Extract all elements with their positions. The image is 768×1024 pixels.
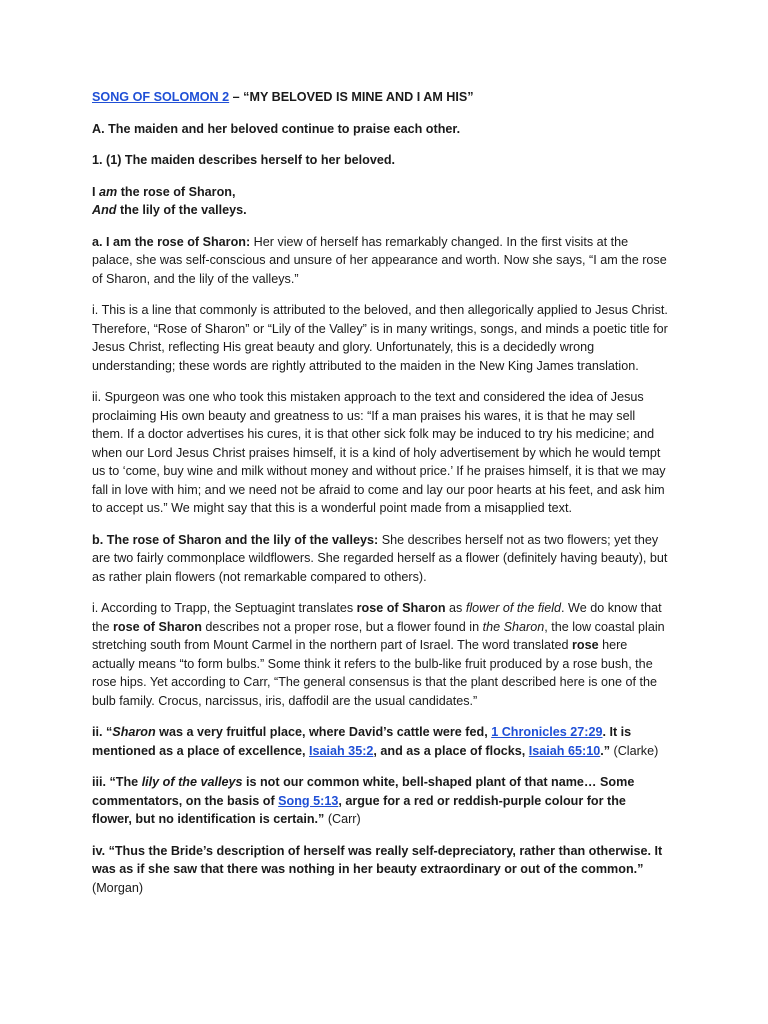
text-run: i. According to Trapp, the Septuagint translates bbox=[92, 601, 357, 615]
scripture-link-song-5[interactable]: Song 5:13 bbox=[278, 793, 339, 808]
paragraph-b-i bbox=[92, 599, 668, 710]
scripture-verse bbox=[92, 183, 668, 220]
paragraph-a-i: i. This is a line that commonly is attributed to the beloved, and then allegorically applied to Jesus Christ. Therefore, “Rose of Sharon” or “Lily of the Valley” is in many writings, songs, and minds a poetic title for Jesus Christ, reflecting His great beauty and glory. Unfortunately, this is a decidedly wrong understanding; these words are rightly attributed to the maiden in the New King James translation. bbox=[92, 303, 668, 373]
bold-term: rose of Sharon bbox=[356, 601, 446, 615]
italic-term: flower of the field bbox=[465, 601, 562, 615]
citation: (Clarke) bbox=[613, 743, 659, 758]
text-run: iv. “Thus the Bride’s description of herself was really self-depreciatory, rather than otherwise. It was as if she saw that there was nothing in her beauty extraordinary or out of the common.” bbox=[92, 843, 663, 876]
italic-term: the Sharon bbox=[482, 619, 545, 634]
heading-title: – “MY BELOVED IS MINE AND I AM HIS” bbox=[229, 90, 474, 104]
paragraph-b-iv bbox=[92, 842, 668, 898]
bold-term: rose of Sharon bbox=[113, 619, 202, 634]
text-run: was a very fruitful place, where David’s cattle were fed, bbox=[155, 725, 492, 739]
chapter-link[interactable]: SONG OF SOLOMON 2 bbox=[92, 90, 230, 104]
text-run: as bbox=[445, 601, 466, 615]
paragraph-lead: a. I am the rose of Sharon: bbox=[92, 234, 251, 249]
point-1-heading: 1. (1) The maiden describes herself to her beloved. bbox=[92, 153, 396, 167]
page-heading bbox=[92, 88, 668, 107]
paragraph-body: She describes herself not as two flowers; yet they are two fairly commonplace wildflowers. She regarded herself as a flower (definitely having beauty), but as rather plain flowers (not remarkable compared to others). bbox=[92, 532, 668, 584]
paragraph-b-iii bbox=[92, 773, 668, 829]
text-run: .” bbox=[600, 743, 614, 758]
paragraph-body: Her view of herself has remarkably changed. In the first visits at the palace, she was self-conscious and unsure of her appearance and worth. Now she says, “I am the rose of Sharon, and the lily of the valleys.” bbox=[92, 234, 667, 286]
text-run: iii. “The bbox=[92, 775, 142, 789]
bold-term: rose bbox=[571, 638, 599, 652]
italic-term: Sharon bbox=[112, 725, 156, 739]
citation: (Carr) bbox=[327, 812, 361, 826]
text-run: , argue for a red or reddish-purple colour for the flower, but no identification is certain.” bbox=[92, 793, 626, 826]
verse-text: I bbox=[92, 184, 99, 199]
section-a-heading: A. The maiden and her beloved continue to praise each other. bbox=[92, 121, 461, 136]
text-run: , the low coastal plain stretching south from Mount Carmel in the northern part of Israel. The word translated bbox=[92, 619, 665, 652]
verse-text: the lily of the valleys. bbox=[116, 203, 247, 217]
verse-italic: am bbox=[99, 184, 118, 199]
text-run: here actually means “to form bulbs.” Some think it refers to the bulb-like fruit produced by a rose bush, the rose hips. Yet according to Carr, “The general consensus is that the plant described here is one of the bulb family. Crocus, narcissus, iris, daffodil are the usual candidates.” bbox=[92, 638, 657, 708]
scripture-link-isaiah-35[interactable]: Isaiah 35:2 bbox=[308, 743, 374, 758]
text-run: , and as a place of flocks, bbox=[373, 743, 529, 758]
paragraph-a bbox=[92, 233, 668, 289]
text-run: . It is mentioned as a place of excellence, bbox=[92, 725, 632, 758]
paragraph-lead: b. The rose of Sharon and the lily of the valleys: bbox=[92, 532, 379, 547]
paragraph-b-ii bbox=[92, 723, 668, 760]
paragraph-a-ii: ii. Spurgeon was one who took this mistaken approach to the text and considered the idea of Jesus proclaiming His own beauty and greatness to us: “If a man praises his wares, it is that he may sell them. If a doctor advertises his cures, it is that other sick folk may be induced to try his medicine; and when our Lord Jesus Christ praises himself, it is a kind of holy advertisement by which he would tempt us to ‘come, buy wine and milk without money and without price.’ If he praises himself, it is that we may fall in love with him; and we need not be afraid to come and lay our poor hearts at his feet, and ask him to accept us.” We might say that this is a wonderful point made from a misapplied text. bbox=[92, 390, 666, 515]
paragraph-b bbox=[92, 531, 668, 587]
citation: (Morgan) bbox=[92, 880, 144, 895]
text-run: ii. “ bbox=[92, 725, 113, 739]
text-run: describes not a proper rose, but a flower found in bbox=[201, 619, 483, 634]
verse-text: the rose of Sharon, bbox=[117, 184, 236, 199]
text-run: . We do know that the bbox=[92, 601, 662, 634]
scripture-link-isaiah-65[interactable]: Isaiah 65:10 bbox=[528, 743, 601, 758]
verse-italic: And bbox=[92, 203, 117, 217]
italic-term: lily of the valleys bbox=[141, 775, 243, 789]
text-run: is not our common white, bell-shaped plant of that name… Some commentators, on the basis of bbox=[92, 775, 635, 808]
scripture-link-1-chronicles[interactable]: 1 Chronicles 27:29 bbox=[491, 725, 603, 739]
